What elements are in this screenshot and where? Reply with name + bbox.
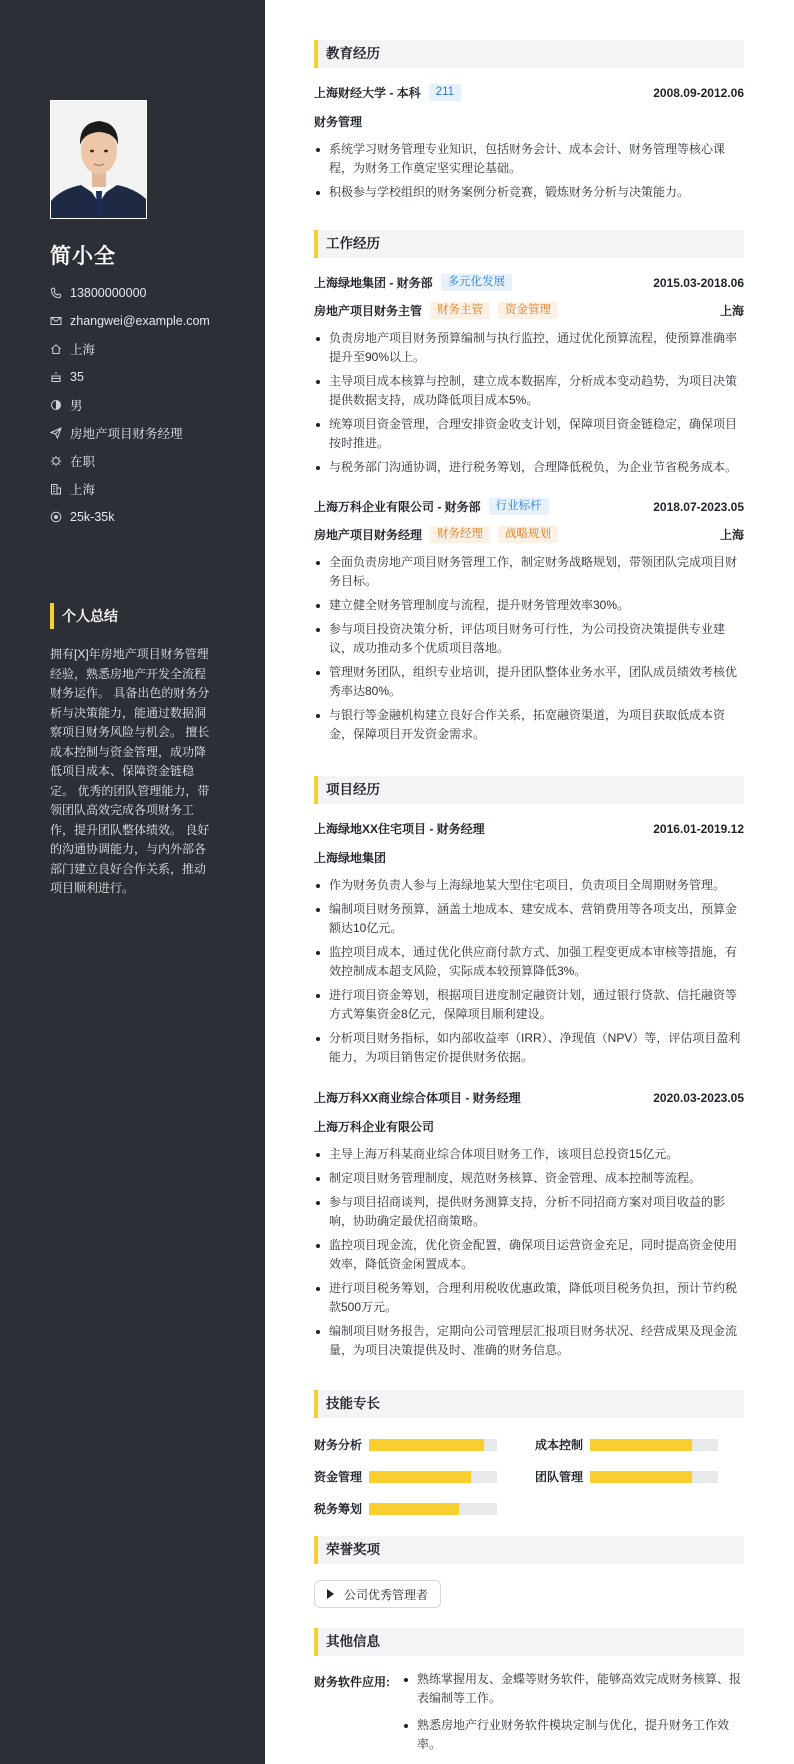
- list-item: 统筹项目资金管理，合理安排资金收支计划，保障项目资金链稳定，确保项目按时推进。: [314, 415, 744, 453]
- job-2-bullets: [314, 553, 744, 749]
- info-location: [50, 335, 210, 363]
- job-1-date: 2015.03-2018.06: [653, 275, 744, 290]
- skill-row: [535, 1468, 718, 1485]
- skill-bar: [369, 1471, 497, 1483]
- list-item: 监控项目成本，通过优化供应商付款方式、加强工程变更成本审核等措施，有效控制成本超支风险，实际成本较预算降低3%。: [314, 943, 744, 981]
- job-2-role-tag-2: 战略规划: [498, 526, 558, 543]
- other-label: 财务软件应用:: [314, 1675, 390, 1689]
- job-2-role-row: [314, 526, 744, 543]
- info-gender-text: 男: [70, 399, 83, 413]
- project-1-name: 上海绿地XX住宅项目 - 财务经理: [314, 822, 485, 836]
- avatar: [50, 100, 147, 219]
- list-item: 主导上海万科某商业综合体项目财务工作，该项目总投资15亿元。: [314, 1145, 744, 1164]
- info-position: [50, 419, 210, 447]
- summary-text: 拥有[X]年房地产项目财务管理经验，熟悉房地产开发全流程财务运作。 具备出色的财务分析与决策能力，能通过数据洞察项目财务风险与机会。 擅长成本控制与资金管理，成功降低项目成本、保障资金链稳定。 优秀的团队管理能力，带领团队高效完成各项财务工作，提升团队整体绩效。 良好的沟通协调能力，与内外部各部门建立良好合作关系，推动项目顺利进行。: [50, 647, 210, 895]
- skill-row: [314, 1436, 497, 1453]
- job-2-city: 上海: [719, 528, 744, 542]
- skill-bar: [590, 1439, 718, 1451]
- project-2-org: 上海万科企业有限公司: [314, 1120, 435, 1134]
- skill-row: [314, 1468, 497, 1485]
- skill-name: 资金管理: [314, 1470, 363, 1484]
- info-email-text: zhangwei@example.com: [70, 314, 210, 328]
- job-1-bullets: [314, 329, 744, 482]
- award-label: 公司优秀管理者: [344, 1587, 429, 1602]
- education-tag: 211: [429, 84, 461, 101]
- list-item: 积极参与学校组织的财务案例分析竞赛，锻炼财务分析与决策能力。: [314, 183, 744, 202]
- skill-bar-fill: [369, 1471, 471, 1483]
- list-item: 参与项目投资决策分析，评估项目财务可行性，为公司投资决策提供专业建议，成功推动多个优质项目落地。: [314, 620, 744, 658]
- info-city-text: 上海: [70, 483, 96, 497]
- skills-section-title: 技能专长: [314, 1390, 744, 1418]
- info-email: [50, 307, 210, 335]
- list-item: 熟练掌握用友、金蝶等财务软件，能够高效完成财务核算、报表编制等工作。: [402, 1670, 744, 1708]
- skill-name: 团队管理: [535, 1470, 584, 1484]
- info-age: [50, 363, 210, 391]
- skill-name: 财务分析: [314, 1438, 363, 1452]
- contact-info-list: [50, 279, 210, 531]
- list-item: 监控项目现金流，优化资金配置，确保项目运营资金充足，同时提高资金使用效率，降低资金闲置成本。: [314, 1236, 744, 1274]
- avatar-portrait: [51, 101, 147, 219]
- info-salary: [50, 503, 210, 531]
- skill-name: 税务筹划: [314, 1502, 363, 1516]
- job-1-company: 上海绿地集团 - 财务部: [314, 276, 433, 290]
- skill-bar-fill: [590, 1471, 692, 1483]
- skill-bar: [590, 1471, 718, 1483]
- info-gender: [50, 391, 210, 419]
- sidebar: [0, 0, 265, 1764]
- play-icon: [327, 1589, 334, 1599]
- job-2-date: 2018.07-2023.05: [653, 499, 744, 514]
- mail-icon: [50, 315, 62, 327]
- job-1-header: [314, 274, 744, 291]
- skill-name: 成本控制: [535, 1438, 584, 1452]
- job-1-tag: 多元化发展: [441, 274, 513, 291]
- job-2-header: [314, 498, 744, 515]
- skill-bar-fill: [590, 1439, 692, 1451]
- skill-bar-fill: [369, 1503, 459, 1515]
- list-item: 作为财务负责人参与上海绿地某大型住宅项目，负责项目全周期财务管理。: [314, 876, 744, 895]
- job-1-city: 上海: [719, 304, 744, 318]
- info-position-text: 房地产项目财务经理: [70, 427, 183, 441]
- age-icon: [50, 371, 62, 383]
- info-salary-text: 25k-35k: [70, 510, 115, 524]
- awards-section-title: 荣誉奖项: [314, 1536, 744, 1564]
- education-header: [314, 84, 744, 101]
- project-2-bullets: [314, 1145, 744, 1365]
- other-section-title: 其他信息: [314, 1628, 744, 1656]
- list-item: 制定项目财务管理制度，规范财务核算、资金管理、成本控制等流程。: [314, 1169, 744, 1188]
- info-city: [50, 475, 210, 503]
- education-bullets: [314, 140, 744, 207]
- list-item: 参与项目招商谈判，提供财务测算支持，分析不同招商方案对项目收益的影响，协助确定最优招商策略。: [314, 1193, 744, 1231]
- list-item: 熟悉房地产行业财务软件模块定制与优化，提升财务工作效率。: [402, 1716, 744, 1754]
- info-status: [50, 447, 210, 475]
- candidate-name: 简小全: [50, 245, 116, 268]
- project-1-date: 2016.01-2019.12: [653, 821, 744, 836]
- job-1-role-tag-1: 财务主管: [430, 302, 490, 319]
- list-item: 系统学习财务管理专业知识，包括财务会计、成本会计、财务管理等核心课程，为财务工作奠定坚实理论基础。: [314, 140, 744, 178]
- job-1-role-row: [314, 302, 744, 319]
- projects-section-title: 项目经历: [314, 776, 744, 804]
- job-2-role-tag-1: 财务经理: [430, 526, 490, 543]
- list-item: 全面负责房地产项目财务管理工作，制定财务战略规划，带领团队完成项目财务目标。: [314, 553, 744, 591]
- skill-bar: [369, 1439, 497, 1451]
- info-status-text: 在职: [70, 455, 96, 469]
- gender-icon: [50, 399, 62, 411]
- salary-icon: [50, 511, 62, 523]
- job-1-role-tag-2: 资金管理: [498, 302, 558, 319]
- job-2-tag: 行业标杆: [489, 498, 549, 515]
- education-section-title: 教育经历: [314, 40, 744, 68]
- education-date: 2008.09-2012.06: [653, 85, 744, 100]
- info-phone: [50, 279, 210, 307]
- education-major: 财务管理: [314, 115, 363, 129]
- send-icon: [50, 427, 62, 439]
- project-2-header: [314, 1089, 744, 1106]
- info-location-text: 上海: [70, 343, 96, 357]
- list-item: 进行项目资金筹划，根据项目进度制定融资计划，通过银行贷款、信托融资等方式筹集资金8亿元，保障项目顺利建设。: [314, 986, 744, 1024]
- project-2-date: 2020.03-2023.05: [653, 1090, 744, 1105]
- list-item: 建立健全财务管理制度与流程，提升财务管理效率30%。: [314, 596, 744, 615]
- job-2-role: 房地产项目财务经理: [314, 528, 423, 542]
- skill-bar-fill: [369, 1439, 484, 1451]
- project-1-bullets: [314, 876, 744, 1072]
- list-item: 与税务部门沟通协调，进行税务筹划，合理降低税负，为企业节省税务成本。: [314, 458, 744, 477]
- other-bullets: [402, 1670, 744, 1762]
- project-1-org: 上海绿地集团: [314, 851, 387, 865]
- building-icon: [50, 483, 62, 495]
- list-item: 分析项目财务指标，如内部收益率（IRR）、净现值（NPV）等，评估项目盈利能力，为项目销售定价提供财务依据。: [314, 1029, 744, 1067]
- skill-row: [314, 1500, 497, 1517]
- status-icon: [50, 455, 62, 467]
- home-icon: [50, 343, 62, 355]
- list-item: 主导项目成本核算与控制，建立成本数据库，分析成本变动趋势，为项目决策提供数据支持，成功降低项目成本5%。: [314, 372, 744, 410]
- education-school: 上海财经大学 - 本科: [314, 86, 421, 100]
- project-2-name: 上海万科XX商业综合体项目 - 财务经理: [314, 1091, 521, 1105]
- list-item: 编制项目财务报告，定期向公司管理层汇报项目财务状况、经营成果及现金流量，为项目决策提供及时、准确的财务信息。: [314, 1322, 744, 1360]
- award-item[interactable]: [314, 1580, 441, 1608]
- list-item: 进行项目税务筹划，合理利用税收优惠政策，降低项目税务负担，预计节约税款500万元。: [314, 1279, 744, 1317]
- summary-title: 个人总结: [50, 603, 118, 629]
- skill-bar: [369, 1503, 497, 1515]
- list-item: 与银行等金融机构建立良好合作关系，拓宽融资渠道，为项目获取低成本资金，保障项目开发资金需求。: [314, 706, 744, 744]
- list-item: 管理财务团队，组织专业培训，提升团队整体业务水平，团队成员绩效考核优秀率达80%。: [314, 663, 744, 701]
- work-section-title: 工作经历: [314, 230, 744, 258]
- info-age-text: 35: [70, 370, 84, 384]
- phone-icon: [50, 287, 62, 299]
- skill-row: [535, 1436, 718, 1453]
- job-2-company: 上海万科企业有限公司 - 财务部: [314, 500, 481, 514]
- project-1-header: [314, 820, 744, 837]
- info-phone-text: 13800000000: [70, 286, 147, 300]
- job-1-role: 房地产项目财务主管: [314, 304, 423, 318]
- list-item: 负责房地产项目财务预算编制与执行监控，通过优化预算流程，使预算准确率提升至90%以上。: [314, 329, 744, 367]
- list-item: 编制项目财务预算，涵盖土地成本、建安成本、营销费用等各项支出，预算金额达10亿元。: [314, 900, 744, 938]
